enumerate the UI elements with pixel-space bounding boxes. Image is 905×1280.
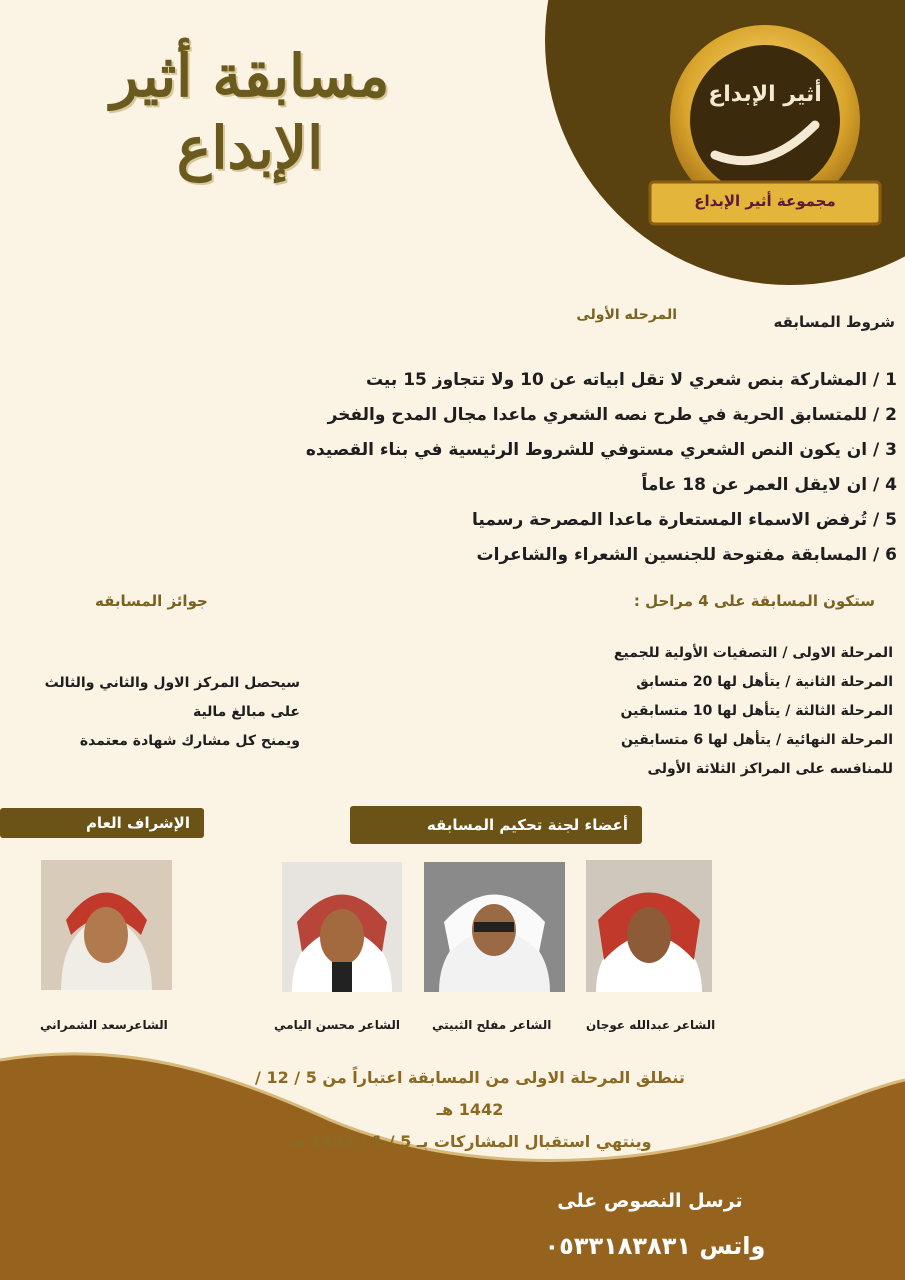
jury-heading: أعضاء لجنة تحكيم المسابقه	[350, 806, 642, 844]
stage-item: المرحلة الثانية / يتأهل لها 20 متسابق	[636, 674, 893, 690]
condition-item: 4 / ان لايقل العمر عن 18 عاماً	[641, 475, 897, 495]
logo-emblem-icon	[640, 20, 890, 250]
condition-item: 6 / المسابقة مفتوحة للجنسين الشعراء والشاعرات	[476, 545, 897, 565]
supervision-heading: الإشراف العام	[0, 808, 204, 838]
person-avatar-icon	[586, 860, 712, 992]
conditions-list	[297, 363, 897, 573]
person-avatar-icon	[41, 860, 172, 990]
stages-list	[573, 639, 893, 784]
title-line1: مسابقة أثير	[110, 42, 390, 110]
condition-item: 5 / تُرفض الاسماء المستعارة ماعدا المصرحة رسميا	[472, 510, 897, 530]
condition-item: 3 / ان يكون النص الشعري مستوفي للشروط الرئيسية في بناء القصيده	[305, 440, 897, 460]
whatsapp-number: واتس ٠٥٣٣١٨٣٨٣١	[544, 1232, 766, 1260]
date-start-line: تنطلق المرحلة الاولى من المسابقة اعتباراً من 5 / 12 /	[255, 1068, 685, 1087]
jury-name-2: الشاعر مفلح الثبيتي	[432, 1018, 552, 1032]
stage-item: المرحلة النهائية / يتأهل لها 6 متسابقين	[620, 732, 893, 748]
jury-photo-1	[586, 860, 712, 992]
prizes-heading: جوائز المسابقه	[95, 592, 208, 610]
jury-photo-2	[424, 862, 565, 992]
date-start-year: 1442 هـ	[436, 1100, 504, 1119]
person-avatar-icon	[424, 862, 565, 992]
title-line2: الإبداع	[176, 114, 324, 182]
stage-one-label: المرحله الأولى	[576, 307, 677, 323]
logo-banner-text: مجموعة أثير الإبداع	[694, 192, 836, 210]
condition-item: 2 / للمتسابق الحرية في طرح نصه الشعري ماعدا مجال المدح والفخر	[327, 405, 897, 425]
condition-item: 1 / المشاركة بنص شعري لا تقل ابياته عن 10 ولا تتجاوز 15 بيت	[365, 370, 897, 390]
prize-item: سيحصل المركز الاول والثاني والثالث	[44, 675, 300, 691]
stage-item: المرحلة الثالثة / يتأهل لها 10 متسابقين	[620, 703, 893, 719]
jury-name-3: الشاعر محسن اليامي	[274, 1018, 401, 1032]
person-avatar-icon	[282, 862, 402, 992]
stages-heading: ستكون المسابقة على 4 مراحل :	[633, 592, 875, 610]
supervisor-name: الشاعرسعد الشمراني	[40, 1018, 168, 1032]
prizes-list	[25, 669, 300, 756]
contact-line1: ترسل النصوص على	[557, 1190, 743, 1212]
group-logo	[640, 20, 890, 250]
supervisor-photo	[41, 860, 172, 990]
prize-item: على مبالغ مالية	[192, 704, 300, 720]
jury-photo-3	[282, 862, 402, 992]
date-end-line: وينتهي استقبال المشاركات بـ 5 / 1 / 1443 هـ	[288, 1132, 652, 1151]
conditions-heading: شروط المسابقه	[773, 313, 895, 331]
prize-item: ويمنح كل مشارك شهادة معتمدة	[79, 733, 300, 749]
stage-item: للمنافسه على المراكز الثلاثة الأولى	[647, 761, 893, 777]
page-title	[70, 40, 430, 184]
jury-name-1: الشاعر عبدالله عوجان	[586, 1018, 716, 1032]
logo-main-text: أثير الإبداع	[708, 82, 822, 107]
stage-item: المرحلة الاولى / التصفيات الأولية للجميع	[613, 645, 893, 661]
dates-block	[230, 1062, 710, 1158]
